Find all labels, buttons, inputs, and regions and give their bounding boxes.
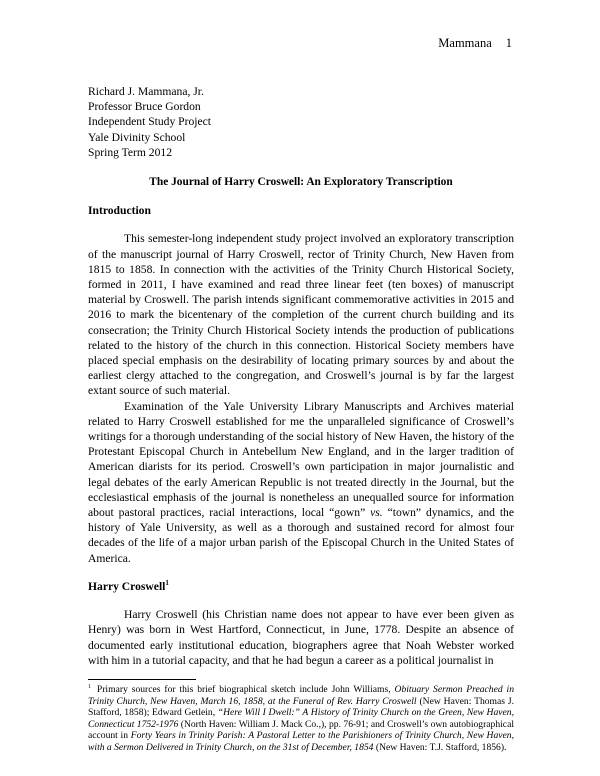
running-head <box>438 36 512 51</box>
page-content <box>88 84 514 753</box>
footnote-divider <box>88 679 196 680</box>
introduction-paragraph-2-text-b: “town” dynamics, and the history of Yale University, as well as a thorough and sustained record for almost four decades of the life of a major urban parish of the Episcopal Church in the United States of America. <box>88 506 514 565</box>
section-heading-introduction: Introduction <box>88 204 151 218</box>
footnote-text-1: Primary sources for this brief biographical sketch include John Williams, <box>96 683 391 695</box>
introduction-paragraph-1: This semester-long independent study project involved an exploratory transcription of the manuscript journal of Harry Croswell, rector of Trinity Church, New Haven from 1815 to 1858. In connection with the activities of the Trinity Church Historical Society, formed in 2011, I have examined and read three linear feet (ten boxes) of manuscript material by Croswell. The parish intends significant commemorative activities in 2015 and 2016 to mark the bicentenary of the completion of the current church building and its consecration; the Trinity Church Historical Society intends the production of publications related to the history of the church in this connection. Historical Society members have placed special emphasis on the desirability of locating primary sources by and about the earliest clergy attached to the congregation, and Croswell’s journal is by far the largest extant source of such material. <box>88 232 514 398</box>
section-heading-harry-croswell <box>88 579 514 594</box>
course-name: Independent Study Project <box>88 115 211 129</box>
footnote-reference-mark[interactable]: 1 <box>165 579 169 588</box>
school-name: Yale Divinity School <box>88 130 186 144</box>
footnote-1 <box>88 684 514 754</box>
footnote-text-4: (New Haven: T.J. Stafford, 1856). <box>375 741 507 753</box>
author-header-block <box>88 84 514 160</box>
footnote-number: 1 <box>88 683 91 690</box>
paper-title: The Journal of Harry Croswell: An Exploratory Transcription <box>149 176 453 189</box>
introduction-paragraph-2 <box>88 399 514 566</box>
croswell-paragraph-1: Harry Croswell (his Christian name does not appear to have ever been given as Henry) was born in West Hartford, Connecticut, in June, 1778. Despite an absence of documented early institutional education, biographers agree that Noah Webster worked with him in a tutorial capacity, and that he had begun a career as a political journalist in <box>88 608 514 667</box>
term: Spring Term 2012 <box>88 145 172 159</box>
author-name: Richard J. Mammana, Jr. <box>88 85 204 98</box>
footnote-italic-title-2: “Here Will I Dwell:” A History of Trinity Church on the Green, New Haven, Connecticut 1752-1976 <box>88 707 514 730</box>
versus-abbreviation: vs. <box>370 506 383 520</box>
page-number: 1 <box>505 36 512 50</box>
footnote-italic-title-3: Forty Years in Trinity Parish: A Pastoral Letter to the Parishioners of Trinity Church, New Haven, with a Sermon Delivered in Trinity Church, on the 31st of December, 1854 <box>88 730 514 753</box>
professor-name: Professor Bruce Gordon <box>88 100 201 114</box>
footnote-text-2: (New Haven: Thomas J. Stafford, 1858); Edward Getlein, <box>88 695 515 719</box>
section-heading-text: Harry Croswell <box>88 579 166 593</box>
footnote-italic-title-1: Obituary Sermon Preached in Trinity Church, New Haven, March 16, 1858, at the Funeral of Rev. Harry Croswell <box>88 683 515 707</box>
footnote-text-3: (North Haven: William J. Mack Co.,), pp. 76-91; and Croswell’s own autobiographical account in <box>88 718 514 742</box>
introduction-paragraph-2-text-a: Examination of the Yale University Library Manuscripts and Archives material related to Harry Croswell established for me the unparalleled significance of Croswell’s writings for a thorough understanding of the social history of New Haven, the history of the Protestant Episcopal Church in Antebellum New England, and in the larger tradition of American diarists for its period. Croswell’s own participation in major journalistic and legal debates of the early American Republic is not treated directly in the Journal, but the ecclesiastical emphasis of the journal is nonetheless an unequalled source for information about pastoral practices, racial interactions, local “gown” <box>88 399 514 520</box>
running-head-author: Mammana <box>438 36 492 50</box>
